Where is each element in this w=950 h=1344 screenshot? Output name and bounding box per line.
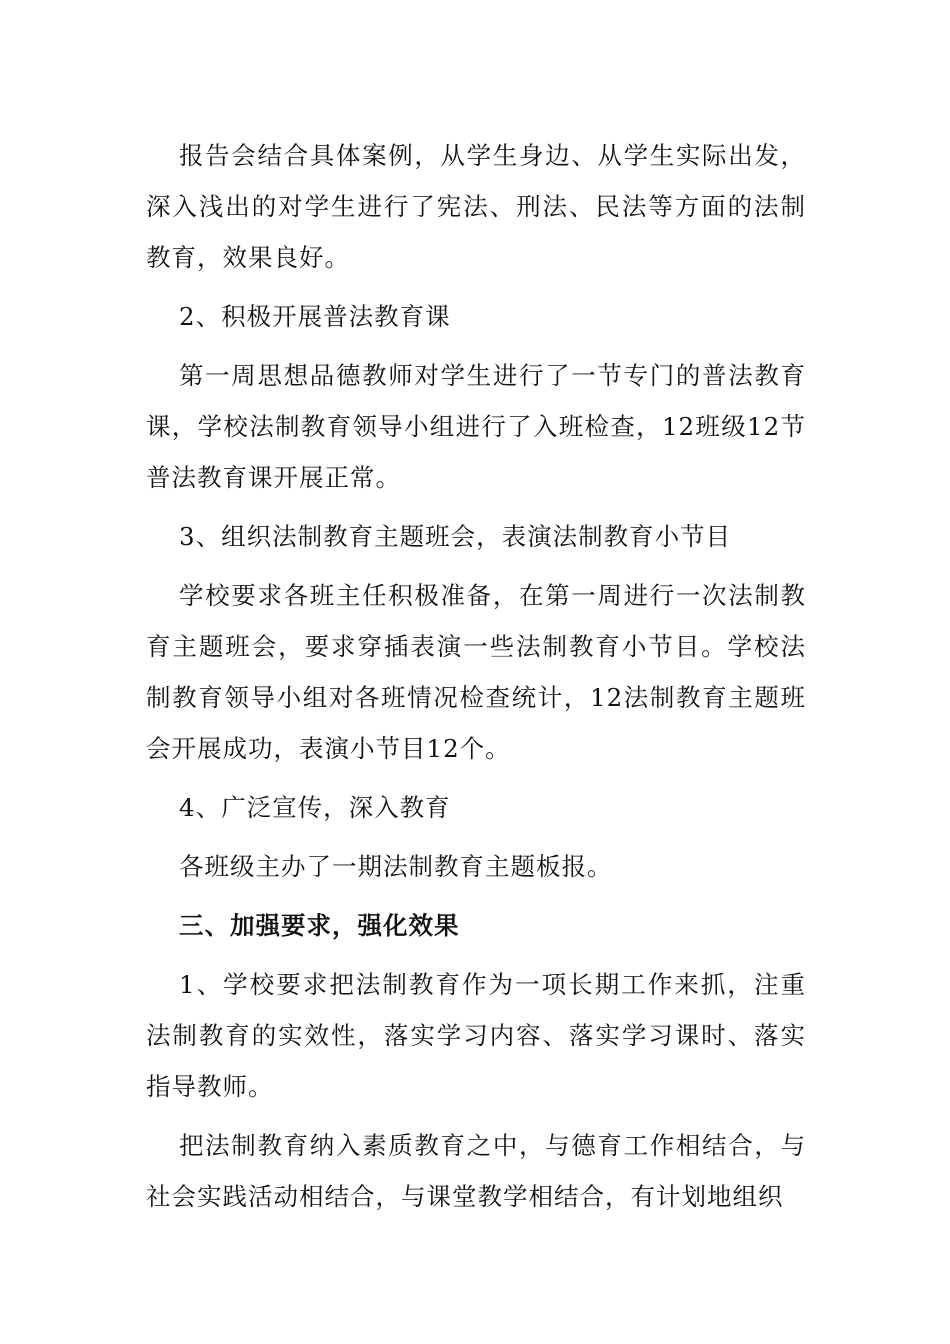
body-paragraph: 各班级主办了一期法制教育主题板报。 xyxy=(179,852,613,881)
body-paragraph: 第一周思想品德教师对学生进行了一节专门的普法教育课，学校法制教育领导小组进行了入班检查，12班级12节普法教育课开展正常。 xyxy=(146,361,806,492)
document-page xyxy=(146,130,806,1222)
subheading-paragraph: 2、积极开展普法教育课 xyxy=(179,302,451,331)
body-paragraph: 学校要求各班主任积极准备，在第一周进行一次法制教育主题班会，要求穿插表演一些法制教育小节目。学校法制教育领导小组对各班情况检查统计，12法制教育主题班会开展成功，表演小节目12个。 xyxy=(146,581,806,763)
subheading-paragraph: 3、组织法制教育主题班会，表演法制教育小节目 xyxy=(179,522,732,551)
subheading-paragraph: 4、广泛宣传，深入教育 xyxy=(179,793,451,822)
body-paragraph: 报告会结合具体案例，从学生身边、从学生实际出发，深入浅出的对学生进行了宪法、刑法、民法等方面的法制教育，效果良好。 xyxy=(146,141,806,272)
section-heading: 三、加强要求，强化效果 xyxy=(179,911,460,940)
body-paragraph: 把法制教育纳入素质教育之中，与德育工作相结合，与社会实践活动相结合，与课堂教学相结合，有计划地组织 xyxy=(146,1131,806,1211)
body-paragraph: 1、学校要求把法制教育作为一项长期工作来抓，注重法制教育的实效性，落实学习内容、落实学习课时、落实指导教师。 xyxy=(146,970,806,1101)
